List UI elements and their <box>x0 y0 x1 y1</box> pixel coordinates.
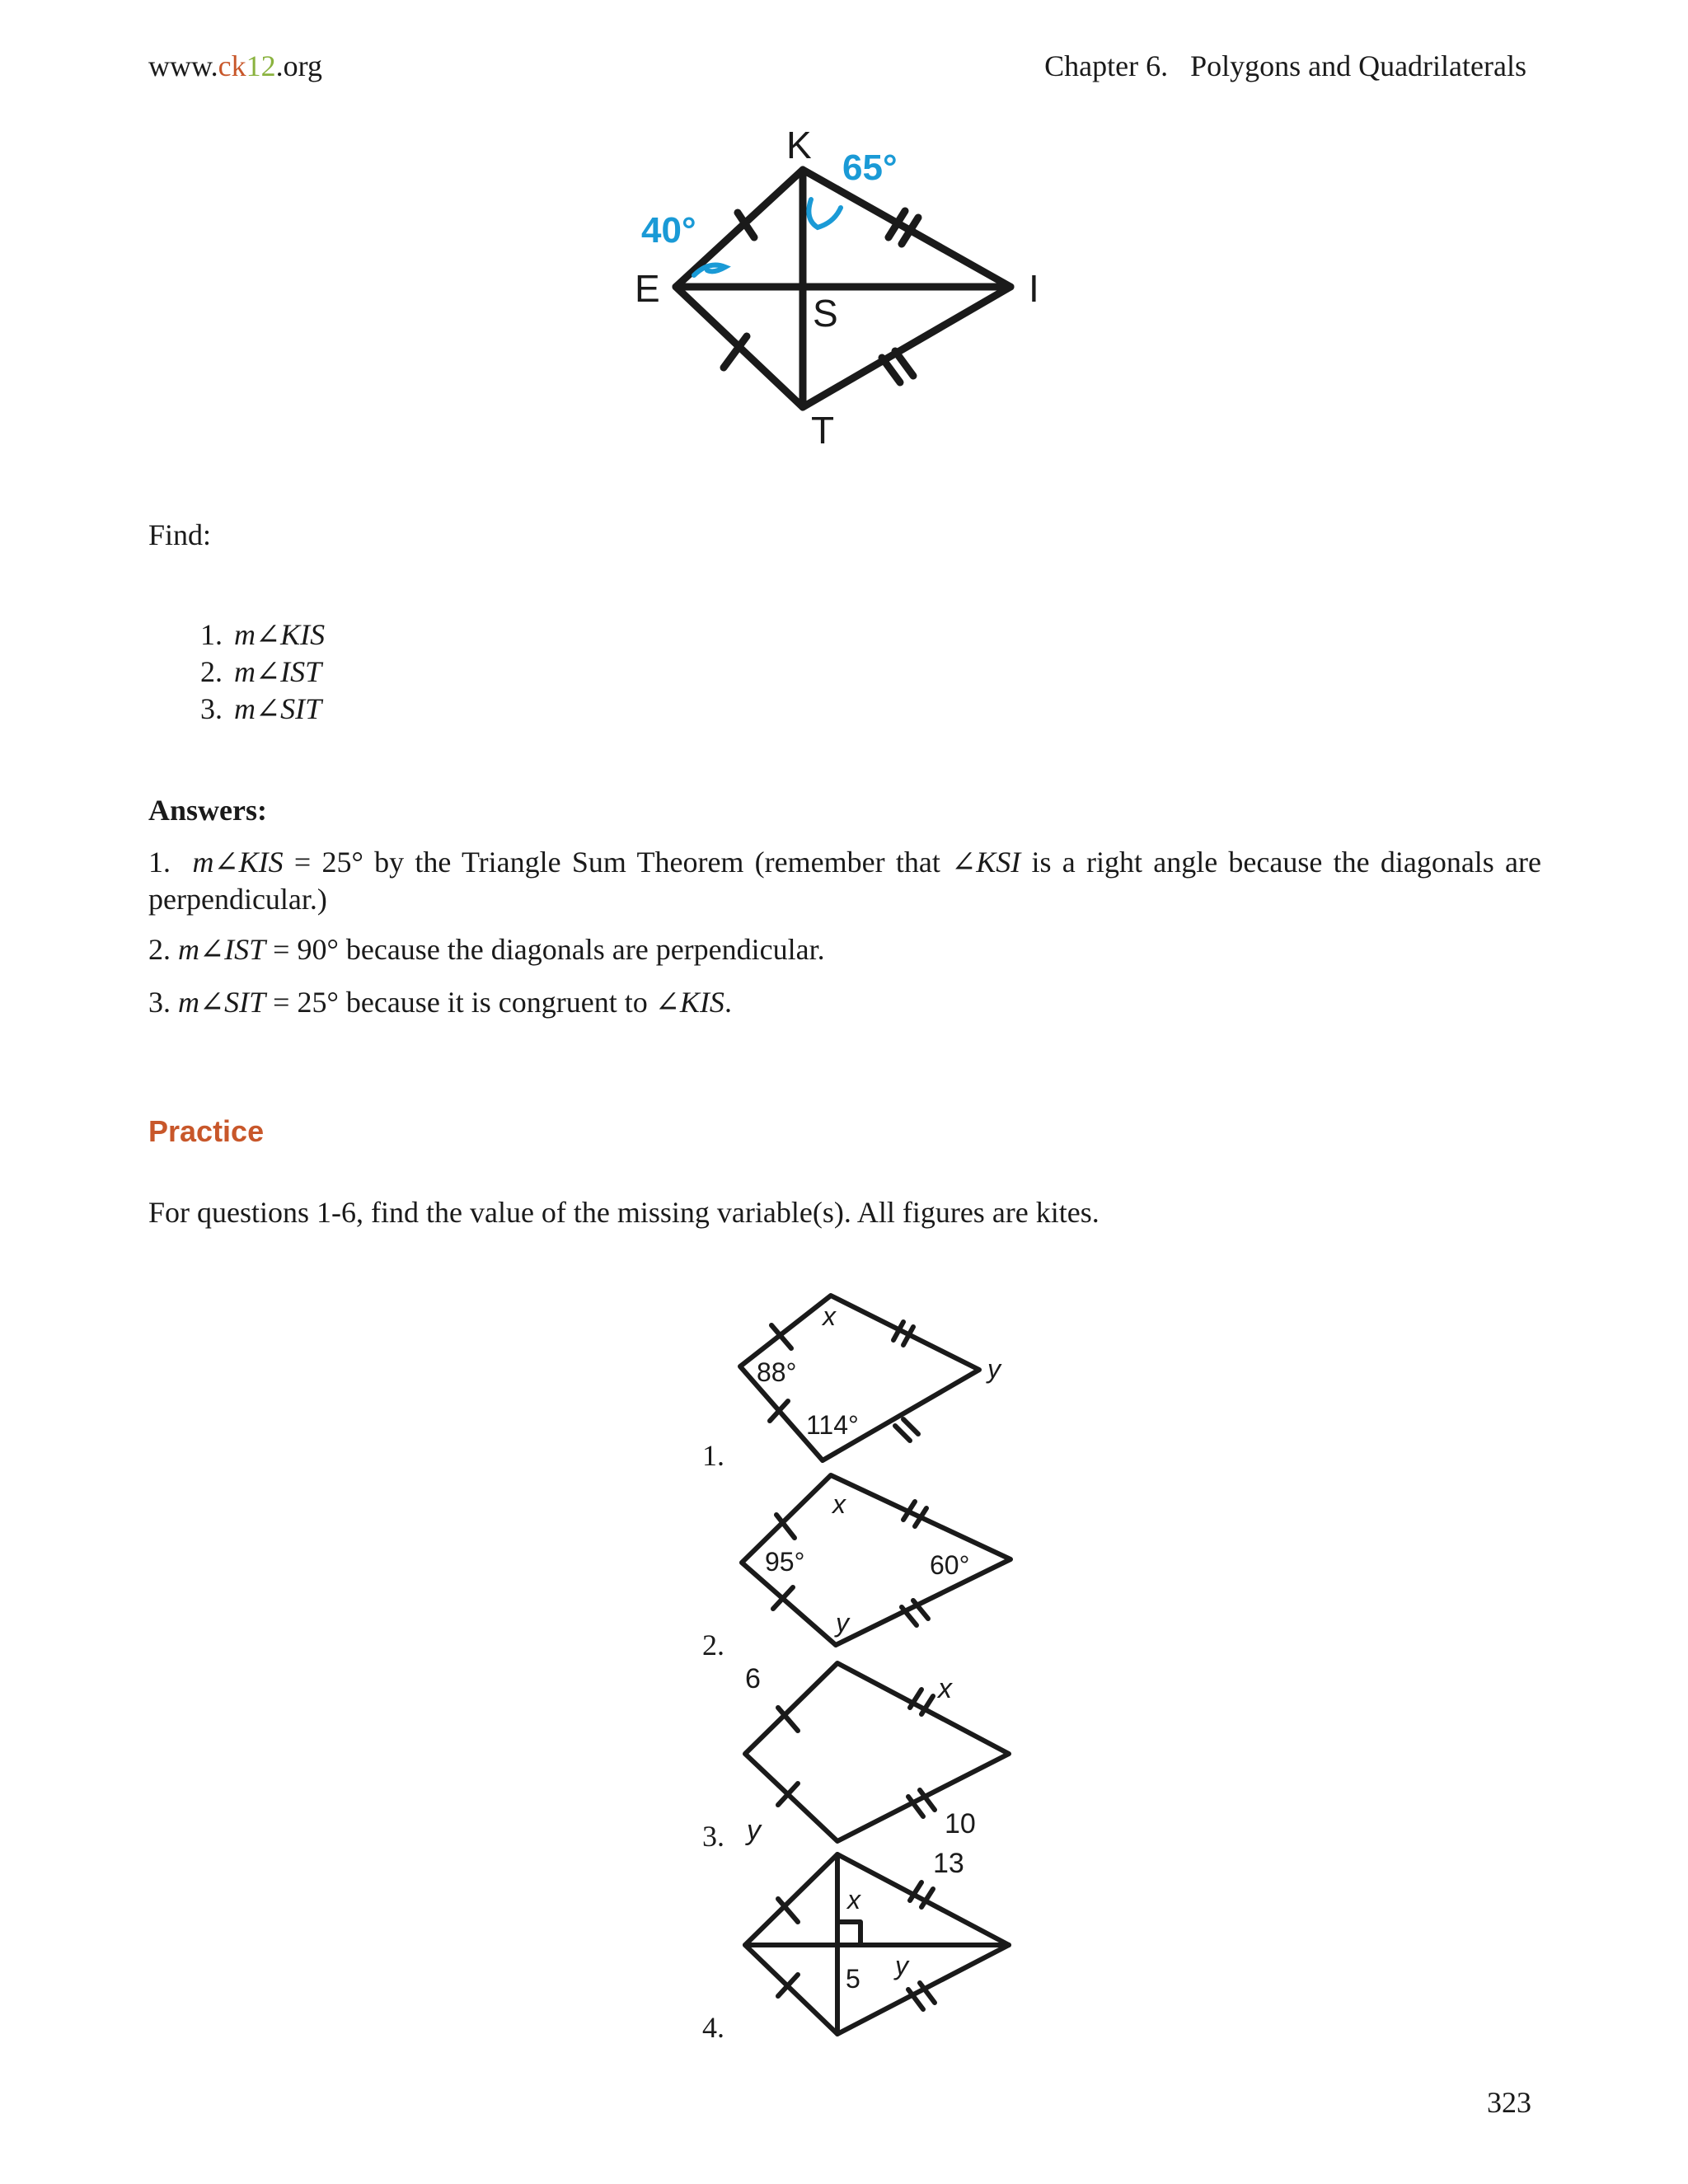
question-number: 1. <box>702 1439 724 1472</box>
find-list <box>185 616 844 728</box>
header-site-url: www.ck12.org <box>148 49 322 82</box>
kite-figure-q3 <box>734 1652 1030 1849</box>
question-number: 2. <box>702 1629 724 1661</box>
svg-text:13: 13 <box>933 1848 964 1879</box>
svg-text:10: 10 <box>945 1808 976 1840</box>
kite-figure-q4 <box>734 1843 1030 2041</box>
svg-text:88°: 88° <box>757 1357 797 1387</box>
practice-instructions: For questions 1-6, find the value of the missing variable(s). All figures are kites. <box>148 1196 1100 1229</box>
tick-ti-2 <box>895 351 913 376</box>
label-angle-65: 65° <box>842 148 898 188</box>
label-t: T <box>811 409 835 452</box>
tick-ti-1 <box>882 358 900 382</box>
kite-figure-ekit <box>610 122 1071 460</box>
svg-text:x: x <box>832 1489 846 1519</box>
svg-text:60°: 60° <box>930 1550 970 1580</box>
svg-text:y: y <box>747 1815 761 1846</box>
label-angle-40: 40° <box>641 210 696 251</box>
question-number: 3. <box>702 1820 724 1853</box>
svg-text:x: x <box>823 1301 836 1331</box>
svg-text:6: 6 <box>745 1663 761 1694</box>
answers-title: Answers: <box>148 794 267 827</box>
svg-text:y: y <box>836 1608 849 1638</box>
question-number: 4. <box>702 2011 724 2044</box>
answer-2: 2. m∠IST = 90° because the diagonals are perpendicular. <box>148 933 825 966</box>
svg-text:x: x <box>847 1885 860 1915</box>
label-s: S <box>813 292 838 335</box>
header-chapter-title: Chapter 6. Polygons and Quadrilaterals <box>1044 49 1526 82</box>
svg-text:y: y <box>987 1354 1001 1384</box>
answer-1: 1. m∠KIS = 25° by the Triangle Sum Theorem (remember that ∠KSI is a right angle because the diagonals are perpendicular.) <box>148 846 1542 916</box>
find-item: 2. m∠IST <box>200 655 322 688</box>
page-number: 323 <box>1487 2086 1531 2119</box>
svg-text:95°: 95° <box>765 1547 805 1577</box>
label-k: K <box>786 124 812 166</box>
svg-text:5: 5 <box>846 1964 860 1994</box>
svg-text:y: y <box>895 1951 908 1980</box>
kite-figure-q2 <box>734 1467 1030 1657</box>
angle-arrow-k <box>809 199 841 227</box>
svg-text:x: x <box>938 1673 952 1704</box>
find-label: Find: <box>148 518 212 551</box>
label-e: E <box>635 267 660 310</box>
find-item: 1. m∠KIS <box>200 618 326 651</box>
find-item: 3. m∠SIT <box>200 692 322 725</box>
svg-text:114°: 114° <box>806 1410 859 1440</box>
answer-3: 3. m∠SIT = 25° because it is congruent to ∠KIS. <box>148 986 732 1019</box>
label-i: I <box>1029 267 1039 310</box>
kite-figure-q1 <box>734 1286 1030 1467</box>
practice-heading: Practice <box>148 1114 265 1148</box>
